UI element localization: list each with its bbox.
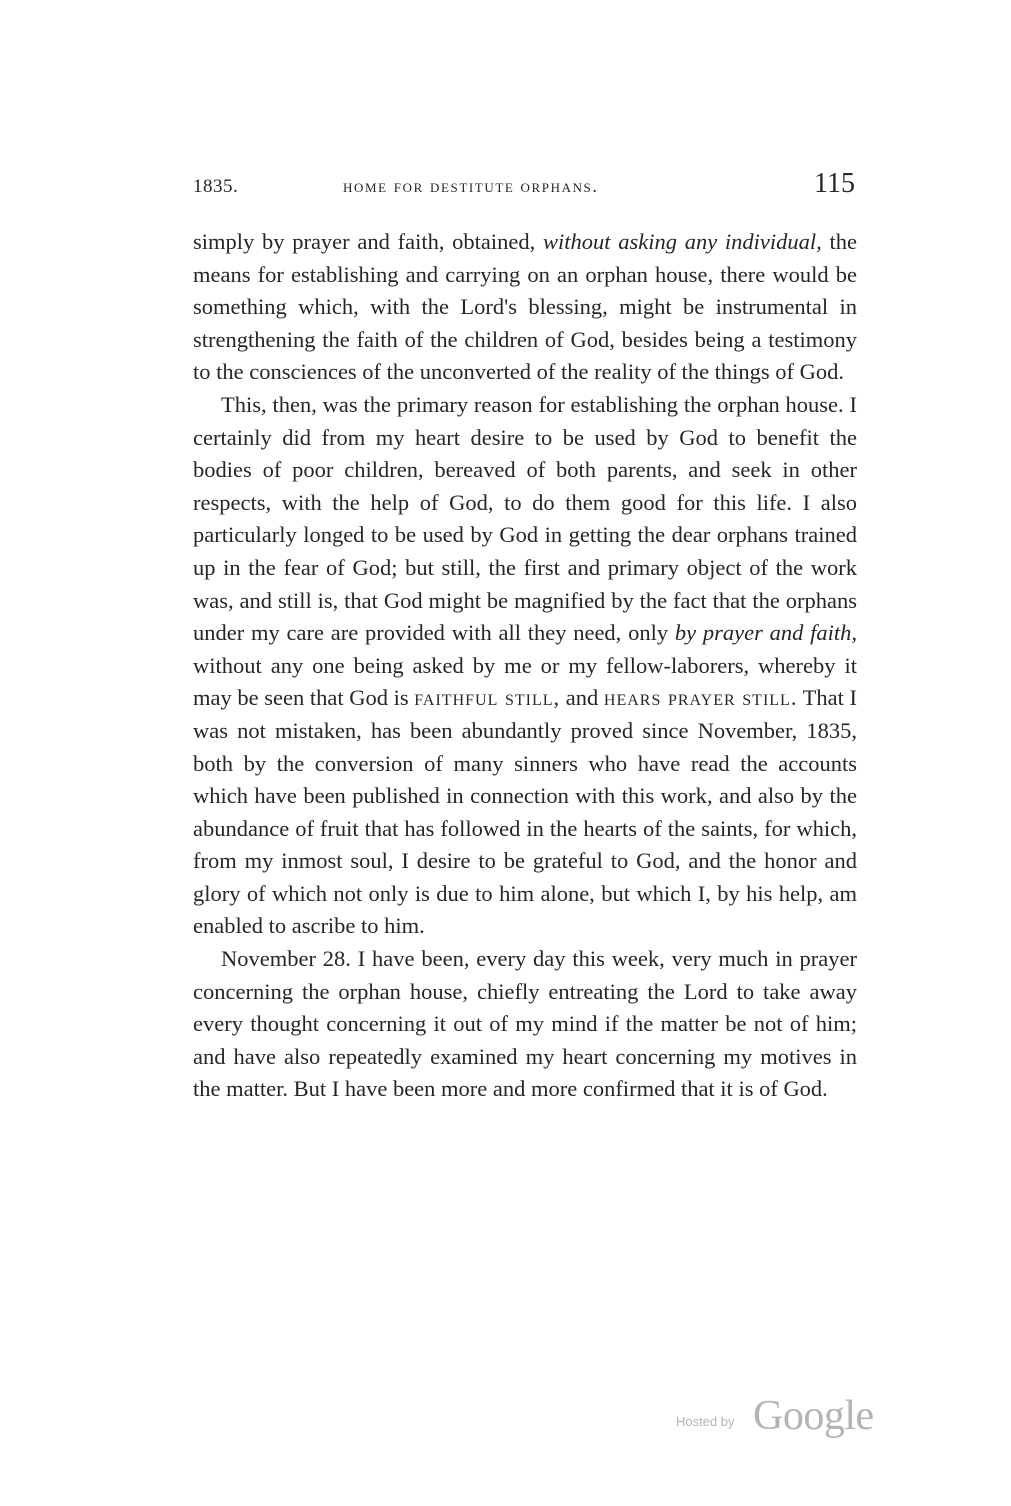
paragraph-3-text: November 28. I have been, every day this week, very much in prayer concerning the orphan house, chiefly entreating the Lord to take away every thought concerning it out of my mind if the matter be not of him; and have also repeatedly examined my heart concerning my motives in the matter. But I have been more and more confirmed that it is of God.	[193, 946, 857, 1102]
paragraph-2	[193, 389, 857, 943]
watermark-hosted-by: Hosted by	[676, 1414, 735, 1429]
running-head-title: home for destitute orphans.	[343, 176, 599, 196]
paragraph-2-text-d: That I was not mistaken, has been abundantly proved since November, 1835, both by the conversion of many sinners who have read the accounts which have been published in connection with this work, and also by the abundance of fruit that has followed in the hearts of the saints, for which, from my inmost soul, I desire to be grateful to God, and the honor and glory of which not only is due to him alone, but which I, by his help, am enabled to ascribe to him.	[193, 685, 858, 939]
running-head-year: 1835.	[193, 176, 239, 197]
paragraph-1-italic: without asking any individual,	[543, 229, 822, 254]
paragraph-2-small-caps-a: faithful still,	[414, 685, 561, 711]
paragraph-1-text-a: simply by prayer and faith, obtained,	[193, 229, 543, 254]
paragraph-2-text-a: This, then, was the primary reason for establishing the orphan house. I certainly did from my heart desire to be used by God to benefit the bodies of poor children, bereaved of both parents, and seek in other respects, with the help of God, to do them good for this life. I also particularly longed to be used by God in getting the dear orphans trained up in the fear of God; but still, the first and primary object of the work was, and still is, that God might be magnified by the fact that the orphans under my care are provided with all they need, only	[193, 391, 857, 646]
paragraph-3	[193, 943, 857, 1106]
page-number: 115	[814, 168, 855, 199]
paragraph-1	[193, 226, 857, 389]
paragraph-2-italic: by prayer and faith,	[674, 620, 857, 646]
paragraph-1-text-b: the means for establishing and carrying on an orphan house, there would be something which, with the Lord's blessing, might be instrumental in strengthening the faith of the children of God, besides being a testimony to the consciences of the unconverted of the reality of the things of God.	[193, 229, 857, 385]
running-head	[193, 168, 855, 202]
google-logo: Google	[753, 1393, 874, 1439]
body-text	[193, 226, 857, 1106]
paragraph-2-text-b: without any one being asked by me or my fellow-laborers, whereby it may be seen that God is	[193, 652, 857, 711]
paragraph-2-text-c: and	[560, 685, 604, 711]
paragraph-2-small-caps-b: hears prayer still.	[603, 685, 798, 711]
google-watermark	[676, 1392, 886, 1442]
